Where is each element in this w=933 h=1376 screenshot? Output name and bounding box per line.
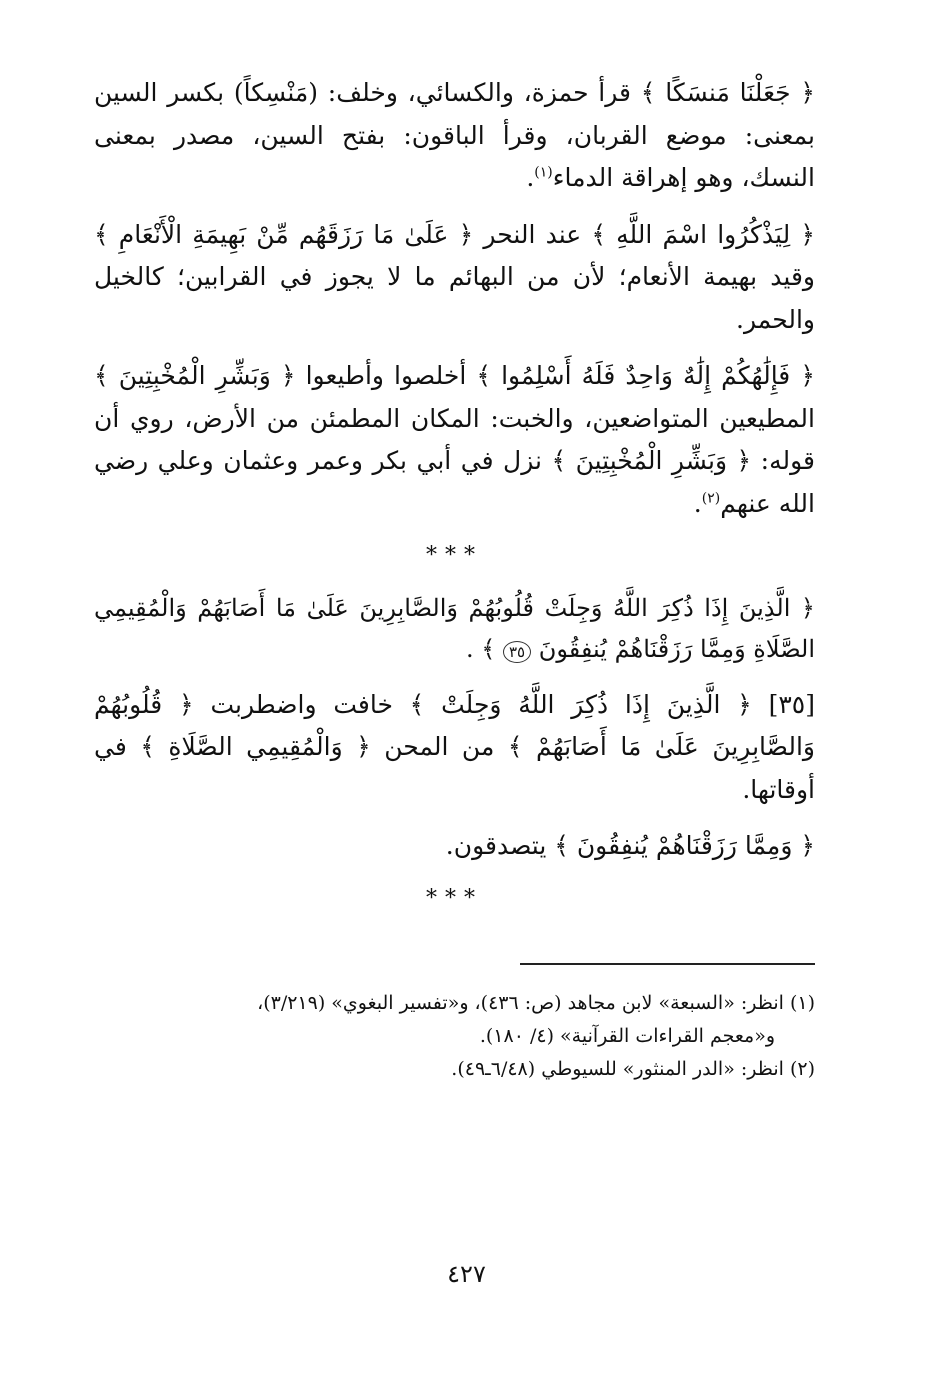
paragraph-text: ﴿ لِيَذْكُرُوا اسْمَ اللَّهِ ﴾ عند النحر ﴿ عَلَىٰ مَا رَزَقَهُم مِّنْ بَهِيمَةِ الْأَنْعَامِ ﴾ وقيد بهيمة الأنعام؛ لأن من البهائم ما لا يجوز في القرابين؛ كالخيل والحمر. <box>94 219 815 334</box>
commentary-35 <box>94 684 815 812</box>
paragraph-text: ﴿ فَإِلَٰهُكُمْ إِلَٰهٌ وَاحِدٌ فَلَهُ أَسْلِمُوا ﴾ أخلصوا وأطيعوا ﴿ وَبَشِّرِ الْمُخْبِتِينَ ﴾ المطيعين المتواضعين، والخبت: المكان المطمئن من الأرض، روي أن قوله: ﴿ وَبَشِّرِ الْمُخْبِتِينَ ﴾ نزل في أبي بكر وعمر وعثمان وعلي رضي الله عنهم <box>94 361 815 518</box>
paragraph-mukhbitin <box>94 355 815 525</box>
paragraph-text: ﴿ جَعَلْنَا مَنسَكًا ﴾ قرأ حمزة، والكسائي، وخلف: (مَنْسِكاً) بكسر السين بمعنى: موضع القربان، وقرأ الباقون: بفتح السين، مصدر بمعنى النسك، وهو إهراقة الدماء <box>94 78 815 192</box>
commentary-text: ﴿ وَمِمَّا رَزَقْنَاهُمْ يُنفِقُونَ ﴾ يتصدقون. <box>445 831 815 861</box>
section-separator-2: *** <box>426 885 483 911</box>
commentary-infaq <box>94 825 815 868</box>
paragraph-end: . <box>526 163 535 192</box>
footnote-1-continuation: و«معجم القراءات القرآنية» (٤/ ١٨٠). <box>479 1024 775 1047</box>
page-number: ٤٢٧ <box>447 1260 486 1288</box>
footnote-ref-2[interactable]: (٢) <box>701 490 721 507</box>
footnote-1: (١) انظر: «السبعة» لابن مجاهد (ص: ٤٣٦)، و«تفسير البغوي» (٣/٢١٩)، <box>257 991 815 1014</box>
footnote-divider <box>520 963 815 965</box>
section-separator: *** <box>426 543 483 568</box>
quran-verse <box>94 588 815 670</box>
verse-end: ﴾ . <box>465 634 496 663</box>
verse-text: ﴿ الَّذِينَ إِذَا ذُكِرَ اللَّهُ وَجِلَتْ قُلُوبُهُمْ وَالصَّابِرِينَ عَلَىٰ مَا أَصَابَهُمْ وَالْمُقِيمِي الصَّلَاةِ وَمِمَّا رَزَقْنَاهُمْ يُنفِقُونَ <box>94 594 815 663</box>
verse-number-badge: ٣٥ <box>503 641 531 663</box>
paragraph-qiraat <box>94 72 815 200</box>
paragraph-end: . <box>693 488 702 518</box>
paragraph-dhikr <box>94 214 815 342</box>
footnote-2: (٢) انظر: «الدر المنثور» للسيوطي (٦/٤٨ـ٤٩). <box>451 1058 815 1081</box>
commentary-text: [٣٥] ﴿ الَّذِينَ إِذَا ذُكِرَ اللَّهُ وَجِلَتْ ﴾ خافت واضطربت ﴿ قُلُوبُهُمْ وَالصَّابِرِينَ عَلَىٰ مَا أَصَابَهُمْ ﴾ من المحن ﴿ وَالْمُقِيمِي الصَّلَاةِ ﴾ في أوقاتها. <box>94 689 815 804</box>
footnote-ref-1[interactable]: (١) <box>534 164 553 181</box>
